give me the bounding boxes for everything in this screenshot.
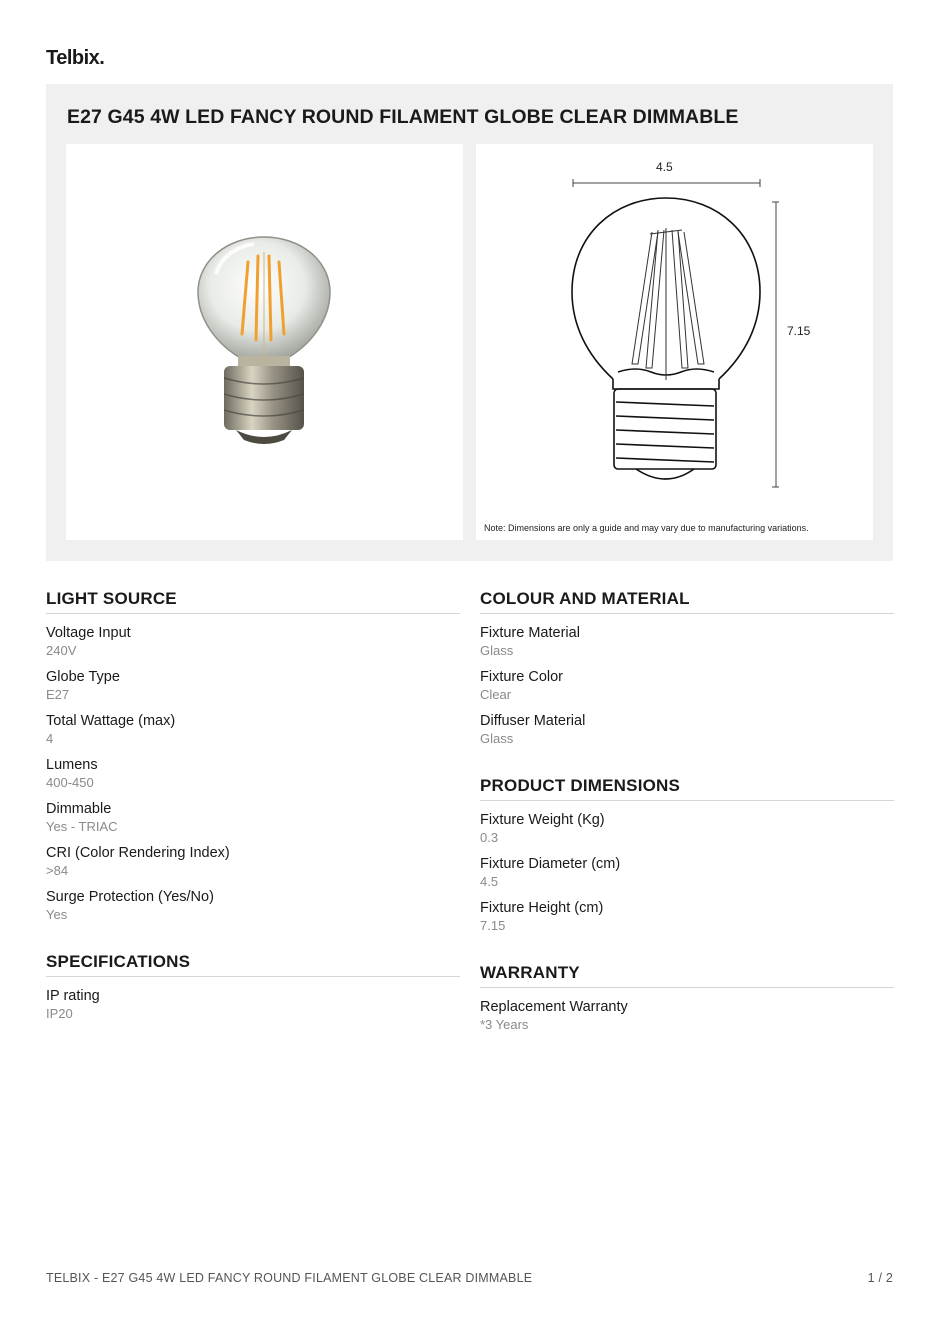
- spec-column-left: [46, 589, 460, 1051]
- property-label: Total Wattage (max): [46, 713, 176, 729]
- section-title: WARRANTY: [480, 963, 894, 988]
- section-specifications: [46, 952, 460, 1031]
- property-label: CRI (Color Rendering Index): [46, 845, 230, 861]
- property-fixture-weight: [480, 811, 894, 855]
- property-label: Fixture Color: [480, 669, 563, 685]
- property-diffuser-material: [480, 712, 894, 756]
- section-light-source: [46, 589, 460, 932]
- property-globe-type: [46, 668, 460, 712]
- property-replacement-warranty: [480, 998, 894, 1042]
- property-value: 0.3: [480, 830, 499, 845]
- property-value: Glass: [480, 731, 514, 746]
- property-label: Dimmable: [46, 801, 112, 817]
- page-number: 1 / 2: [867, 1271, 893, 1285]
- section-title: SPECIFICATIONS: [46, 952, 460, 977]
- page-footer: [46, 1271, 893, 1285]
- property-value: 4.5: [480, 874, 499, 889]
- section-title: COLOUR AND MATERIAL: [480, 589, 894, 614]
- property-fixture-diameter: [480, 855, 894, 899]
- property-ip-rating: [46, 987, 460, 1031]
- property-value: Glass: [480, 643, 514, 658]
- property-label: Surge Protection (Yes/No): [46, 889, 214, 905]
- property-label: Fixture Material: [480, 625, 580, 641]
- property-label: Replacement Warranty: [480, 999, 628, 1015]
- property-dimmable: [46, 800, 460, 844]
- property-total-wattage: [46, 712, 460, 756]
- property-label: Lumens: [46, 757, 98, 773]
- product-photo-panel: [66, 144, 463, 540]
- section-title: LIGHT SOURCE: [46, 589, 460, 614]
- property-fixture-color: [480, 668, 894, 712]
- property-label: Fixture Diameter (cm): [480, 856, 621, 872]
- property-value: 240V: [46, 643, 77, 658]
- property-label: Voltage Input: [46, 625, 131, 641]
- product-title: E27 G45 4W LED FANCY ROUND FILAMENT GLOBE CLEAR DIMMABLE: [67, 106, 739, 128]
- property-fixture-material: [480, 624, 894, 668]
- spec-column-right: [480, 589, 894, 1062]
- property-surge-protection: [46, 888, 460, 932]
- property-label: IP rating: [46, 988, 100, 1004]
- property-label: Globe Type: [46, 669, 120, 685]
- product-hero: [46, 84, 893, 561]
- dimension-drawing-panel: [476, 144, 873, 540]
- property-value: 4: [46, 731, 54, 746]
- section-product-dimensions: [480, 776, 894, 943]
- footer-product-name: TELBIX - E27 G45 4W LED FANCY ROUND FILAMENT GLOBE CLEAR DIMMABLE: [46, 1271, 533, 1285]
- property-value: E27: [46, 687, 70, 702]
- property-label: Diffuser Material: [480, 713, 586, 729]
- section-warranty: [480, 963, 894, 1042]
- height-dimension-label: 7.15: [787, 324, 811, 338]
- brand-logo: Telbix.: [46, 47, 105, 69]
- width-dimension-label: 4.5: [656, 160, 673, 174]
- section-colour-material: [480, 589, 894, 756]
- bulb-photo: [66, 144, 463, 540]
- property-cri: [46, 844, 460, 888]
- property-value: Yes - TRIAC: [46, 819, 118, 834]
- dimension-note: Note: Dimensions are only a guide and may vary due to manufacturing variations.: [484, 523, 809, 533]
- property-value: >84: [46, 863, 69, 878]
- property-label: Fixture Height (cm): [480, 900, 604, 916]
- property-value: *3 Years: [480, 1017, 529, 1032]
- property-value: Clear: [480, 687, 512, 702]
- section-title: PRODUCT DIMENSIONS: [480, 776, 894, 801]
- property-value: IP20: [46, 1006, 73, 1021]
- property-fixture-height: [480, 899, 894, 943]
- property-value: 7.15: [480, 918, 506, 933]
- property-lumens: [46, 756, 460, 800]
- property-value: 400-450: [46, 775, 94, 790]
- bulb-dimension-drawing: [476, 144, 873, 540]
- property-label: Fixture Weight (Kg): [480, 812, 605, 828]
- property-voltage-input: [46, 624, 460, 668]
- property-value: Yes: [46, 907, 68, 922]
